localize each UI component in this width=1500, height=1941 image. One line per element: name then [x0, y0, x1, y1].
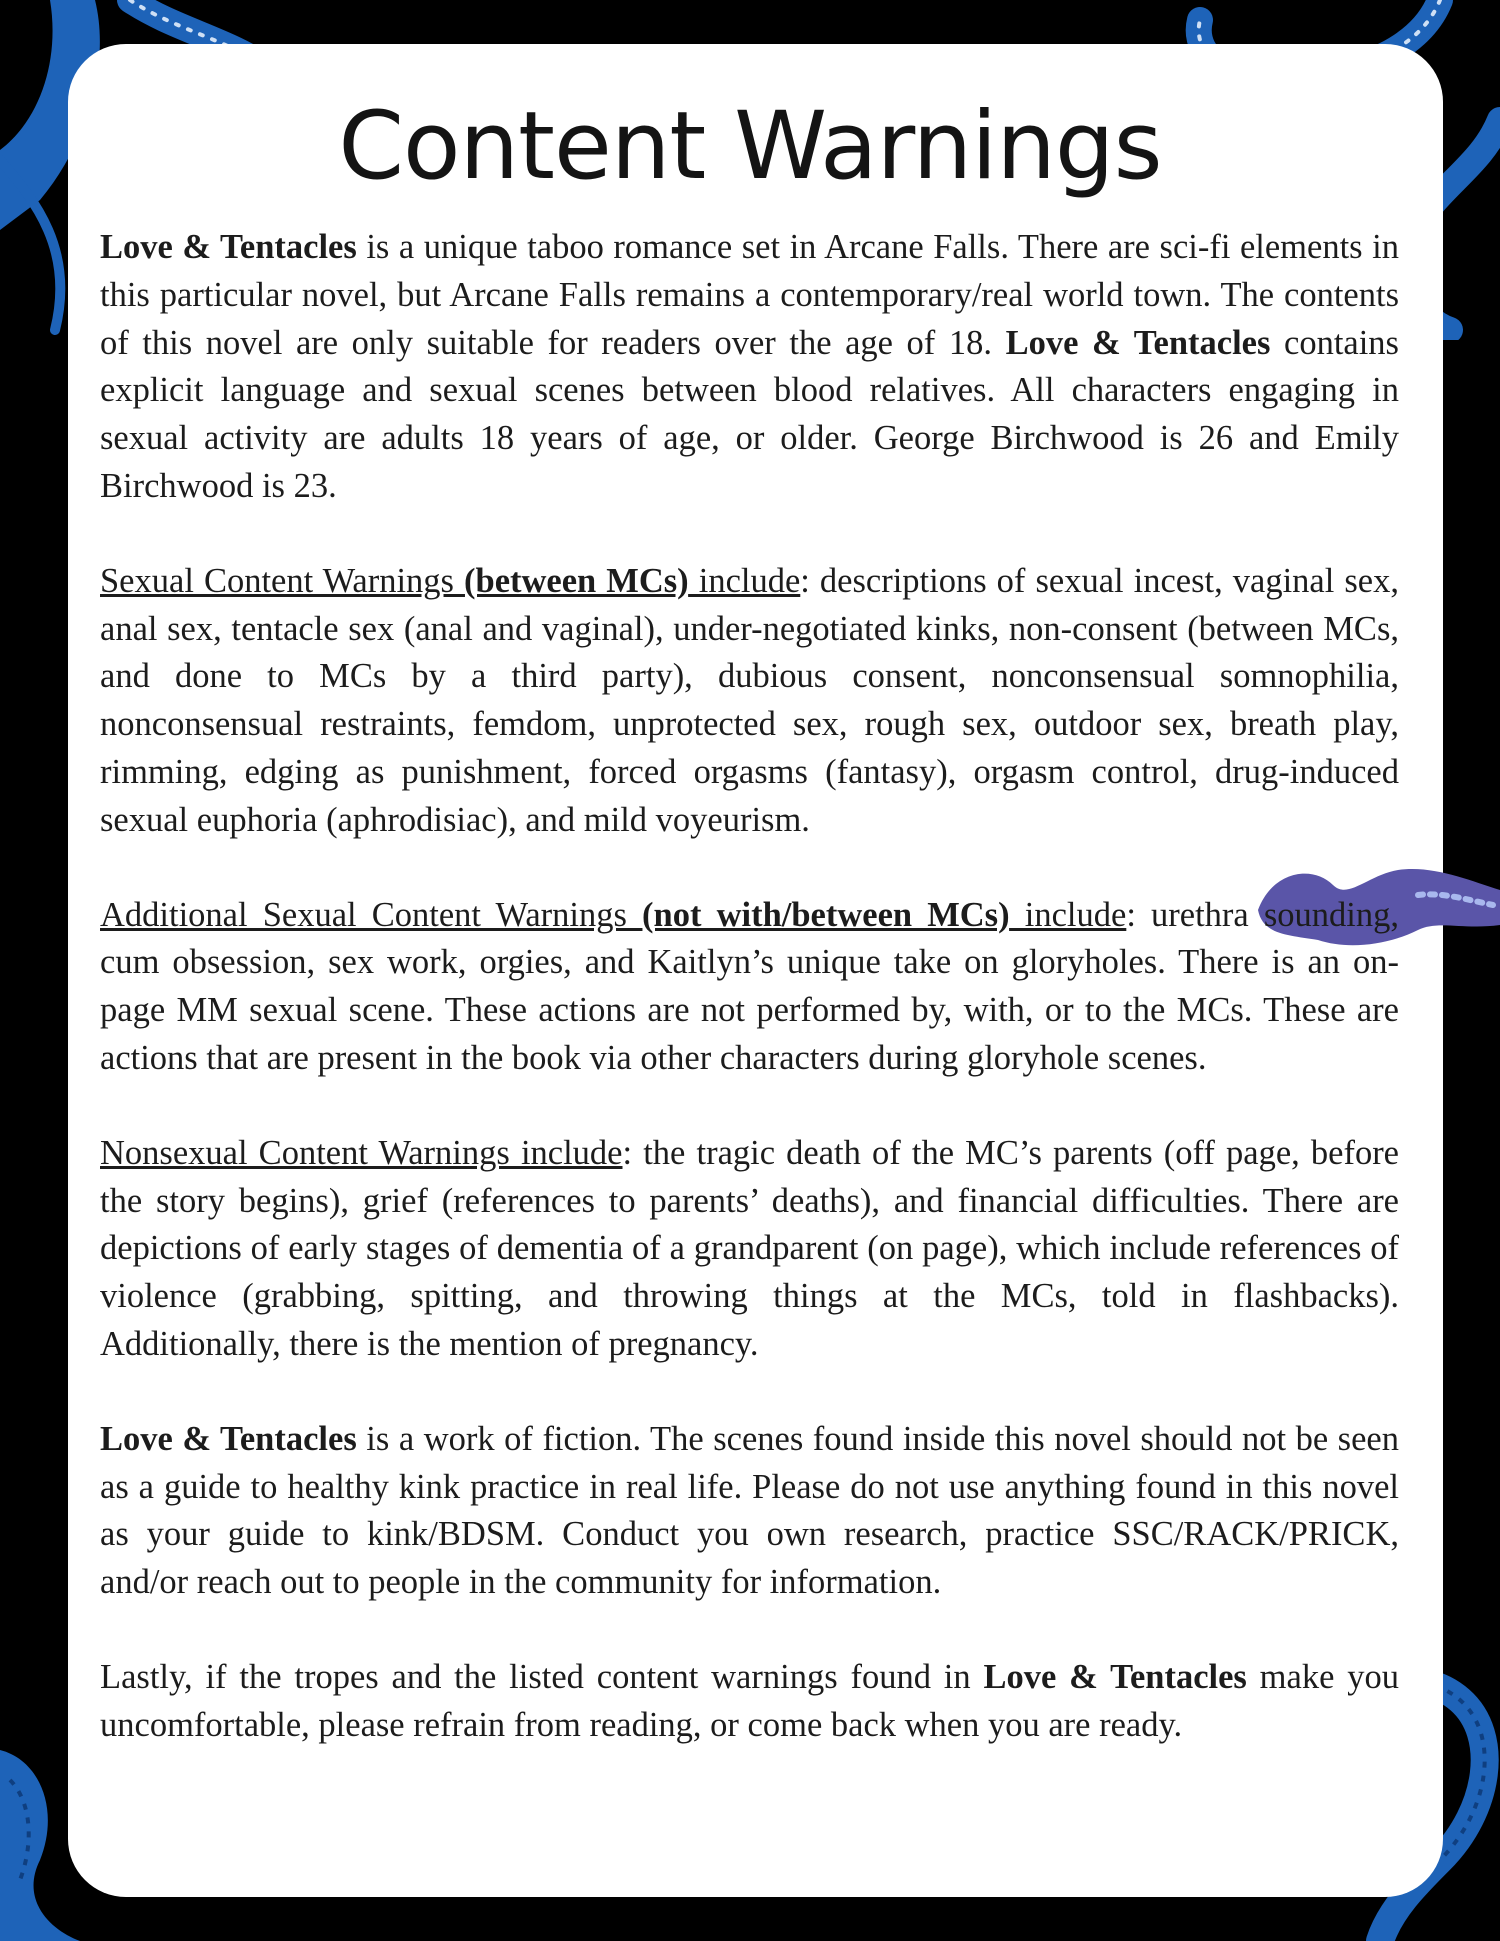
book-title: Love & Tentacles	[100, 1419, 357, 1458]
nonsexual-warnings-body: : the tragic death of the MC’s parents (off page, before the story begins), grief (references to parents’ deaths), and financial difficulties. There are depictions of early stages of dementia of a grandparent (on page), which include references of violence (grabbing, spitting, and throwing things at the MCs, told in flashbacks). Additionally, there is the mention of pregnancy.	[100, 1133, 1399, 1363]
content-body	[100, 224, 1399, 1797]
additional-warnings-paragraph	[100, 892, 1399, 1083]
nonsexual-warnings-paragraph	[100, 1130, 1399, 1369]
sexual-warnings-paragraph	[100, 558, 1399, 845]
closing-paragraph: Lastly, if the tropes and the listed content warnings found in Love & Tentacles make you uncomfortable, please refrain from reading, or come back when you are ready.	[100, 1657, 1399, 1744]
intro-paragraph	[100, 224, 1399, 511]
book-title: Love & Tentacles	[100, 228, 357, 266]
nonsexual-warnings-heading: Nonsexual Content Warnings include	[100, 1133, 623, 1172]
fiction-disclaimer-body: is a work of fiction. The scenes found inside this novel should not be seen as a guide to healthy kink practice in real life. Please do not use anything found in this novel as your guide to kink/BDSM. Conduct you own research, practice SSC/RACK/PRICK, and/or reach out to people in the community for information.	[100, 1419, 1399, 1602]
book-title: Love & Tentacles	[983, 1657, 1247, 1696]
additional-warnings-heading: Additional Sexual Content Warnings (not with/between MCs) include	[100, 895, 1127, 934]
book-title: Love & Tentacles	[1005, 323, 1271, 362]
additional-warnings-body: : urethra sounding, cum obsession, sex work, orgies, and Kaitlyn’s unique take on gloryholes. There is an on-page MM sexual scene. These actions are not performed by, with, or to the MCs. These are actions that are present in the book via other characters during gloryhole scenes.	[100, 895, 1400, 1077]
sexual-warnings-heading: Sexual Content Warnings (between MCs) include	[100, 561, 801, 600]
fiction-disclaimer-paragraph	[100, 1416, 1399, 1607]
intro-text-2: contains explicit language and sexual scenes between blood relatives. All characters engaging in sexual activity are adults 18 years of age, or older. George Birchwood is 26 and Emily Birchwood is 23.	[100, 323, 1399, 505]
page-title: Content Warnings	[338, 92, 1162, 201]
sexual-warnings-body: : descriptions of sexual incest, vaginal sex, anal sex, tentacle sex (anal and vaginal), under-negotiated kinks, non-consent (between MCs, and done to MCs by a third party), dubious consent, nonconsensual somnophilia, nonconsensual restraints, femdom, unprotected sex, rough sex, outdoor sex, breath play, rimming, edging as punishment, forced orgasms (fantasy), orgasm control, drug-induced sexual euphoria (aphrodisiac), and mild voyeurism.	[100, 561, 1399, 839]
intro-text-1: is a unique taboo romance set in Arcane Falls. There are sci-fi elements in this particular novel, but Arcane Falls remains a contemporary/real world town. The contents of this novel are only suitable for readers over the age of 18.	[100, 228, 1399, 362]
